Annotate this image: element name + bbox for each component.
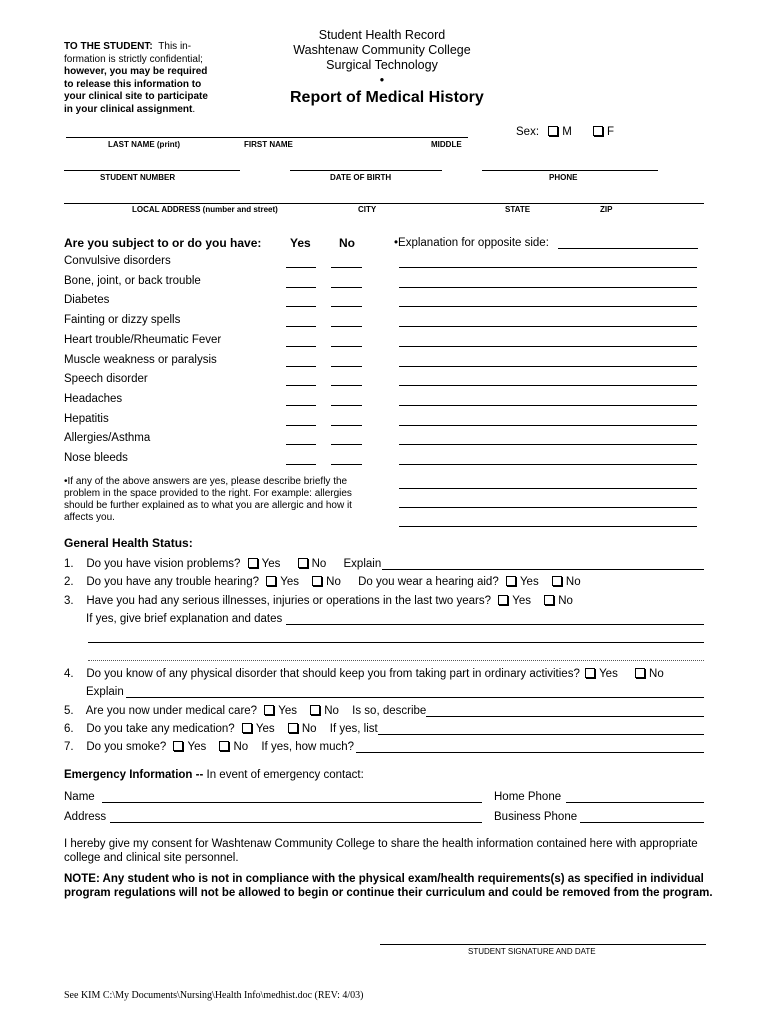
- condition-explanation-line[interactable]: [399, 287, 697, 288]
- question-2: [64, 576, 581, 588]
- question-1-no-checkbox[interactable]: [298, 558, 308, 568]
- question-2-hearing-aid-no-label: No: [565, 576, 581, 588]
- emergency-address-label: Address: [64, 811, 107, 823]
- question-6-no-checkbox[interactable]: [288, 723, 298, 733]
- condition-explanation-line[interactable]: [399, 267, 697, 268]
- question-5-describe-line[interactable]: [426, 716, 704, 717]
- question-4: [64, 668, 664, 680]
- question-1-yes-checkbox[interactable]: [248, 558, 258, 568]
- sex-f-label: F: [607, 126, 615, 138]
- student-notice: [64, 41, 214, 116]
- question-7-how-much-label: If yes, how much?: [261, 741, 355, 753]
- question-3-text: Have you had any serious illnesses, injuries or operations in the last two years?: [86, 595, 492, 607]
- question-2-hearing-aid-yes-checkbox[interactable]: [506, 576, 516, 586]
- question-2-text: Do you have any trouble hearing?: [86, 576, 259, 588]
- question-3-yes-checkbox[interactable]: [498, 595, 508, 605]
- question-5-describe-label: Is so, describe: [352, 705, 427, 717]
- student-notice-text: This in-formation is strictly confidential;: [64, 41, 203, 65]
- emergency-title-bold: Emergency Information --: [64, 769, 204, 781]
- question-1: [64, 558, 381, 570]
- city-label: CITY: [358, 205, 377, 214]
- phone-line[interactable]: [482, 170, 658, 171]
- question-7: [64, 741, 354, 753]
- question-2-hearing-aid-text: Do you wear a hearing aid?: [358, 576, 499, 588]
- question-1-yes-label: Yes: [261, 558, 281, 570]
- header-line-3: Surgical Technology: [326, 58, 438, 72]
- condition-explanation-line[interactable]: [399, 346, 697, 347]
- condition-explanation-line[interactable]: [399, 464, 697, 465]
- condition-yes-blank[interactable]: [286, 385, 316, 386]
- question-3: [64, 595, 573, 607]
- sex-label: Sex:: [516, 126, 540, 138]
- question-5-number: 5.: [64, 705, 74, 717]
- condition-yes-blank[interactable]: [286, 306, 316, 307]
- question-6-text: Do you take any medication?: [86, 723, 235, 735]
- general-health-title: General Health Status:: [64, 536, 193, 550]
- condition-explanation-line[interactable]: [399, 366, 697, 367]
- condition-no-blank[interactable]: [331, 306, 362, 307]
- condition-label: Bone, joint, or back trouble: [64, 275, 201, 287]
- condition-no-blank[interactable]: [331, 287, 362, 288]
- home-phone-label: Home Phone: [494, 791, 562, 803]
- question-3-explain-line-2[interactable]: [88, 642, 704, 643]
- condition-label: Heart trouble/Rheumatic Fever: [64, 334, 222, 346]
- question-7-no-checkbox[interactable]: [219, 741, 229, 751]
- first-name-label: FIRST NAME: [244, 140, 293, 149]
- explanation-line-extra-2[interactable]: [399, 507, 697, 508]
- condition-yes-blank[interactable]: [286, 287, 316, 288]
- address-line[interactable]: [64, 203, 704, 204]
- business-phone-label: Business Phone: [494, 811, 578, 823]
- explanation-line-0[interactable]: [558, 248, 698, 249]
- condition-yes-blank[interactable]: [286, 425, 316, 426]
- header-line-1: Student Health Record: [318, 28, 446, 42]
- condition-no-blank[interactable]: [331, 326, 362, 327]
- conditions-header: Are you subject to or do you have:: [64, 236, 262, 250]
- student-number-label: STUDENT NUMBER: [100, 173, 176, 182]
- condition-label: Hepatitis: [64, 413, 109, 425]
- student-notice-period: .: [192, 103, 196, 115]
- condition-yes-blank[interactable]: [286, 346, 316, 347]
- question-3-yes-label: Yes: [512, 595, 531, 607]
- question-5: [64, 705, 426, 717]
- question-6-yes-checkbox[interactable]: [242, 723, 252, 733]
- question-1-no-label: No: [311, 558, 327, 570]
- compliance-note: NOTE: Any student who is not in compliance with the physical exam/health requirements(s) as specified in individual program regulations will not be allowed to begin or continue their curriculum and could be removed from the program.: [64, 873, 713, 899]
- condition-no-blank[interactable]: [331, 464, 362, 465]
- question-2-number: 2.: [64, 576, 74, 588]
- condition-explanation-line[interactable]: [399, 306, 697, 307]
- zip-label: ZIP: [600, 205, 613, 214]
- middle-name-label: MIDDLE: [431, 140, 462, 149]
- emergency-title-rest: In event of emergency contact:: [206, 769, 364, 781]
- question-4-explain-label: Explain: [86, 686, 124, 698]
- home-phone-line[interactable]: [566, 802, 704, 803]
- explanation-line-extra-3[interactable]: [399, 526, 697, 527]
- question-2-yes-checkbox[interactable]: [266, 576, 276, 586]
- question-1-explain-line[interactable]: [382, 569, 704, 570]
- emergency-name-line[interactable]: [102, 802, 482, 803]
- sex-m-label: M: [562, 126, 572, 138]
- question-6-list-label: If yes, list: [329, 723, 378, 735]
- question-5-no-label: No: [324, 705, 339, 717]
- condition-no-blank[interactable]: [331, 366, 362, 367]
- condition-no-blank[interactable]: [331, 405, 362, 406]
- condition-explanation-line[interactable]: [399, 385, 697, 386]
- question-3-no-checkbox[interactable]: [544, 595, 554, 605]
- condition-label: Fainting or dizzy spells: [64, 314, 181, 326]
- question-6-no-label: No: [301, 723, 317, 735]
- question-3-explain-label: If yes, give brief explanation and dates: [86, 613, 283, 625]
- business-phone-line[interactable]: [580, 822, 704, 823]
- question-3-number: 3.: [64, 595, 74, 607]
- student-number-line[interactable]: [64, 170, 240, 171]
- condition-label: Headaches: [64, 393, 123, 405]
- question-7-number: 7.: [64, 741, 74, 753]
- conditions-note: •If any of the above answers are yes, please describe briefly the problem in the space provided to the right. For example: allergies should be further explained as to what you are allergic and how it affects you.: [64, 476, 352, 523]
- signature-label: STUDENT SIGNATURE AND DATE: [468, 947, 596, 956]
- condition-explanation-line[interactable]: [399, 444, 697, 445]
- condition-explanation-line[interactable]: [399, 326, 697, 327]
- name-line[interactable]: [66, 137, 468, 138]
- sex-f-checkbox[interactable]: [593, 126, 603, 136]
- explanation-line-extra-1[interactable]: [399, 488, 697, 489]
- local-address-label: LOCAL ADDRESS (number and street): [132, 205, 278, 214]
- dob-line[interactable]: [290, 170, 442, 171]
- form-header: [272, 28, 492, 88]
- question-1-number: 1.: [64, 558, 74, 570]
- question-5-text: Are you now under medical care?: [85, 705, 258, 717]
- condition-label: Speech disorder: [64, 373, 148, 385]
- question-4-no-label: No: [649, 668, 664, 680]
- conditions-no-header: No: [339, 236, 355, 250]
- sex-field: [516, 126, 614, 138]
- conditions-yes-header: Yes: [290, 236, 311, 250]
- question-2-yes-label: Yes: [280, 576, 299, 588]
- phone-label: PHONE: [549, 173, 578, 182]
- question-6-list-line[interactable]: [378, 734, 704, 735]
- footer-path: See KIM C:\My Documents\Nursing\Health Info\medhist.doc (REV: 4/03): [64, 990, 364, 1001]
- question-3-explain-line-3[interactable]: [88, 660, 704, 661]
- last-name-label: LAST NAME (print): [108, 140, 180, 149]
- emergency-name-label: Name: [64, 791, 95, 803]
- condition-yes-blank[interactable]: [286, 267, 316, 268]
- condition-no-blank[interactable]: [331, 267, 362, 268]
- question-7-yes-checkbox[interactable]: [173, 741, 183, 751]
- question-4-explain-line[interactable]: [126, 697, 704, 698]
- student-notice-heading: TO THE STUDENT:: [64, 41, 153, 52]
- question-3-no-label: No: [558, 595, 573, 607]
- condition-label: Muscle weakness or paralysis: [64, 354, 217, 366]
- question-2-no-label: No: [326, 576, 341, 588]
- sex-m-checkbox[interactable]: [548, 126, 558, 136]
- question-4-text: Do you know of any physical disorder that should keep you from taking part in ordinary activities?: [86, 668, 580, 680]
- question-4-yes-label: Yes: [599, 668, 618, 680]
- signature-line[interactable]: [380, 944, 706, 945]
- question-3-explain-line-1[interactable]: [286, 624, 704, 625]
- dob-label: DATE OF BIRTH: [330, 173, 392, 182]
- condition-explanation-line[interactable]: [399, 405, 697, 406]
- condition-label: Allergies/Asthma: [64, 432, 151, 444]
- condition-yes-blank[interactable]: [286, 366, 316, 367]
- question-5-yes-label: Yes: [278, 705, 298, 717]
- condition-yes-blank[interactable]: [286, 444, 316, 445]
- header-bullet: •: [379, 73, 385, 87]
- question-5-yes-checkbox[interactable]: [264, 705, 274, 715]
- student-notice-bold-text: however, you may be required to release this information to your clinical site to participate in your clinical assignment: [64, 66, 208, 115]
- condition-label: Diabetes: [64, 294, 110, 306]
- condition-no-blank[interactable]: [331, 444, 362, 445]
- question-7-yes-label: Yes: [187, 741, 207, 753]
- question-4-no-checkbox[interactable]: [635, 668, 645, 678]
- header-line-2: Washtenaw Community College: [293, 43, 471, 57]
- question-1-text: Do you have vision problems?: [86, 558, 241, 570]
- condition-label: Convulsive disorders: [64, 255, 171, 267]
- question-7-how-much-line[interactable]: [356, 752, 704, 753]
- question-4-number: 4.: [64, 668, 74, 680]
- explanation-label: •Explanation for opposite side:: [394, 237, 549, 249]
- condition-explanation-line[interactable]: [399, 425, 697, 426]
- question-1-explain-label: Explain: [343, 558, 382, 570]
- state-label: STATE: [505, 205, 531, 214]
- condition-no-blank[interactable]: [331, 346, 362, 347]
- question-6-number: 6.: [64, 723, 74, 735]
- question-5-no-checkbox[interactable]: [310, 705, 320, 715]
- question-2-hearing-aid-no-checkbox[interactable]: [552, 576, 562, 586]
- condition-label: Nose bleeds: [64, 452, 128, 464]
- question-6-yes-label: Yes: [255, 723, 275, 735]
- question-6: [64, 723, 378, 735]
- question-2-no-checkbox[interactable]: [312, 576, 322, 586]
- consent-text: I hereby give my consent for Washtenaw Community College to share the health information contained here with appropriate college and clinical site personnel.: [64, 838, 698, 864]
- question-7-no-label: No: [233, 741, 249, 753]
- page-title: Report of Medical History: [290, 89, 484, 106]
- condition-yes-blank[interactable]: [286, 326, 316, 327]
- emergency-title: [64, 769, 364, 781]
- condition-yes-blank[interactable]: [286, 464, 316, 465]
- condition-no-blank[interactable]: [331, 425, 362, 426]
- question-7-text: Do you smoke?: [86, 741, 167, 753]
- emergency-address-line[interactable]: [110, 822, 482, 823]
- condition-yes-blank[interactable]: [286, 405, 316, 406]
- question-2-hearing-aid-yes-label: Yes: [519, 576, 539, 588]
- condition-no-blank[interactable]: [331, 385, 362, 386]
- question-4-yes-checkbox[interactable]: [585, 668, 595, 678]
